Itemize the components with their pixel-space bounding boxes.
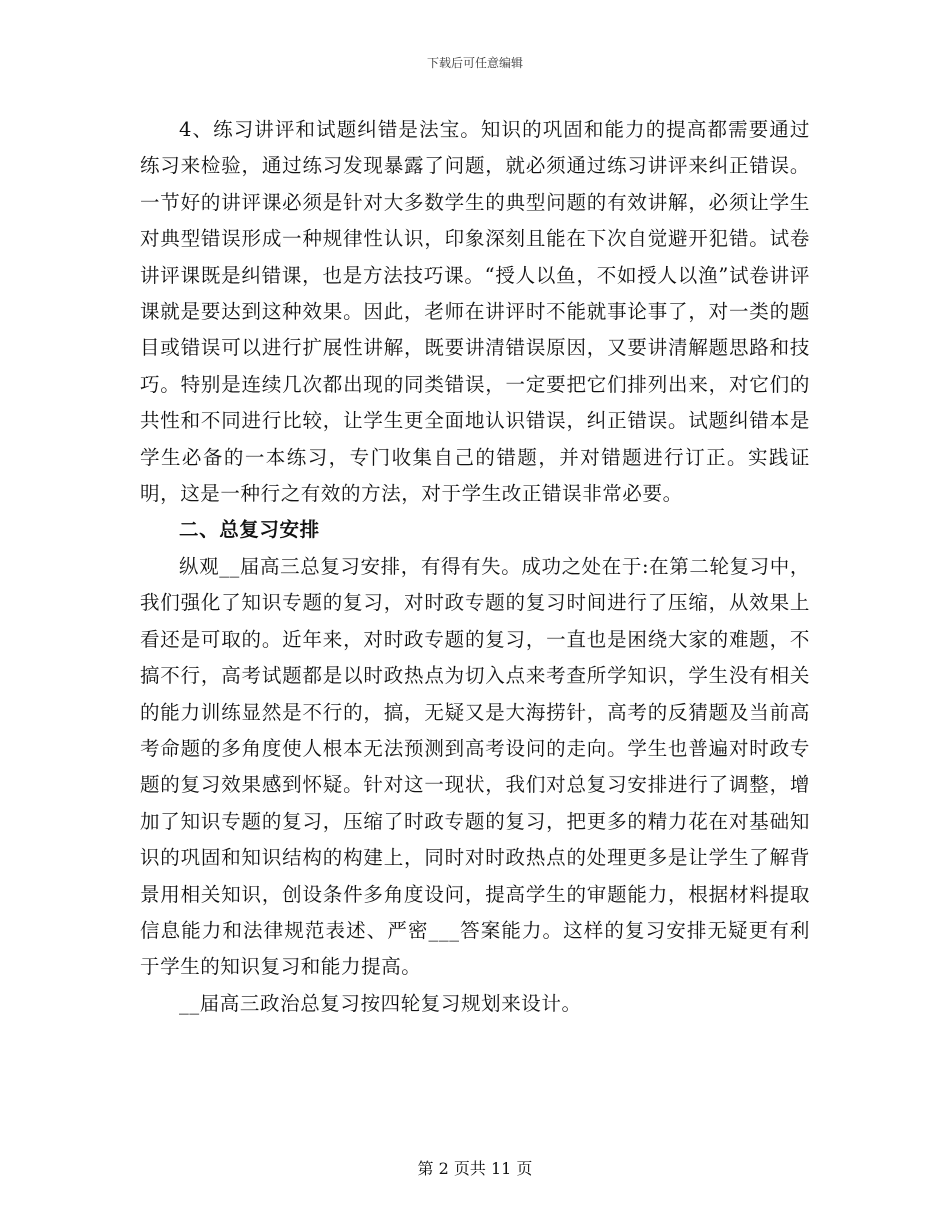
document-body — [140, 112, 810, 1022]
page-number-footer: 第 2 页共 11 页 — [417, 1159, 533, 1178]
paragraph-four-rounds: __届高三政治总复习按四轮复习规划来设计。 — [179, 991, 582, 1015]
page-header-note: 下载后可任意编辑 — [426, 56, 523, 70]
paragraph-review-arrangement: 纵观__届高三总复习安排，有得有失。成功之处在于:在第二轮复习中，我们强化了知识专题的复习，对时政专题的复习时间进行了压缩，从效果上看还是可取的。近年来，对时政专题的复习，一直也是困绕大家的难题，不搞不行，高考试题都是以时政热点为切入点来考查所学知识，学生没有相关的能力训练显然是不行的，搞，无疑又是大海捞针，高考的反猜题及当前高考命题的多角度使人根本无法预测到高考设问的走向。学生也普遍对时政专题的复习效果感到怀疑。针对这一现状，我们对总复习安排进行了调整，增加了知识专题的复习，压缩了时政专题的复习，把更多的精力花在对基础知识的巩固和知识结构的构建上，同时对时政热点的处理更多是让学生了解背景用相关知识，创设条件多角度设问，提高学生的审题能力，根据材料提取信息能力和法律规范表述、严密___答案能力。这样的复习安排无疑更有利于学生的知识复习和能力提高。 — [140, 554, 810, 979]
section-heading-review-arrangement: 二、总复习安排 — [179, 518, 320, 542]
paragraph-practice-review: 4、练习讲评和试题纠错是法宝。知识的巩固和能力的提高都需要通过练习来检验，通过练习发现暴露了问题，就必须通过练习讲评来纠正错误。一节好的讲评课必须是针对大多数学生的典型问题的有效讲解，必须让学生对典型错误形成一种规律性认识，印象深刻且能在下次自觉避开犯错。试卷讲评课既是纠错课，也是方法技巧课。“授人以鱼，不如授人以渔”试卷讲评课就是要达到这种效果。因此，老师在讲评时不能就事论事了，对一类的题目或错误可以进行扩展性讲解，既要讲清错误原因，又要讲清解题思路和技巧。特别是连续几次都出现的同类错误，一定要把它们排列出来，对它们的共性和不同进行比较，让学生更全面地认识错误，纠正错误。试题纠错本是学生必备的一本练习，专门收集自己的错题，并对错题进行订正。实践证明，这是一种行之有效的方法，对于学生改正错误非常必要。 — [140, 118, 810, 506]
